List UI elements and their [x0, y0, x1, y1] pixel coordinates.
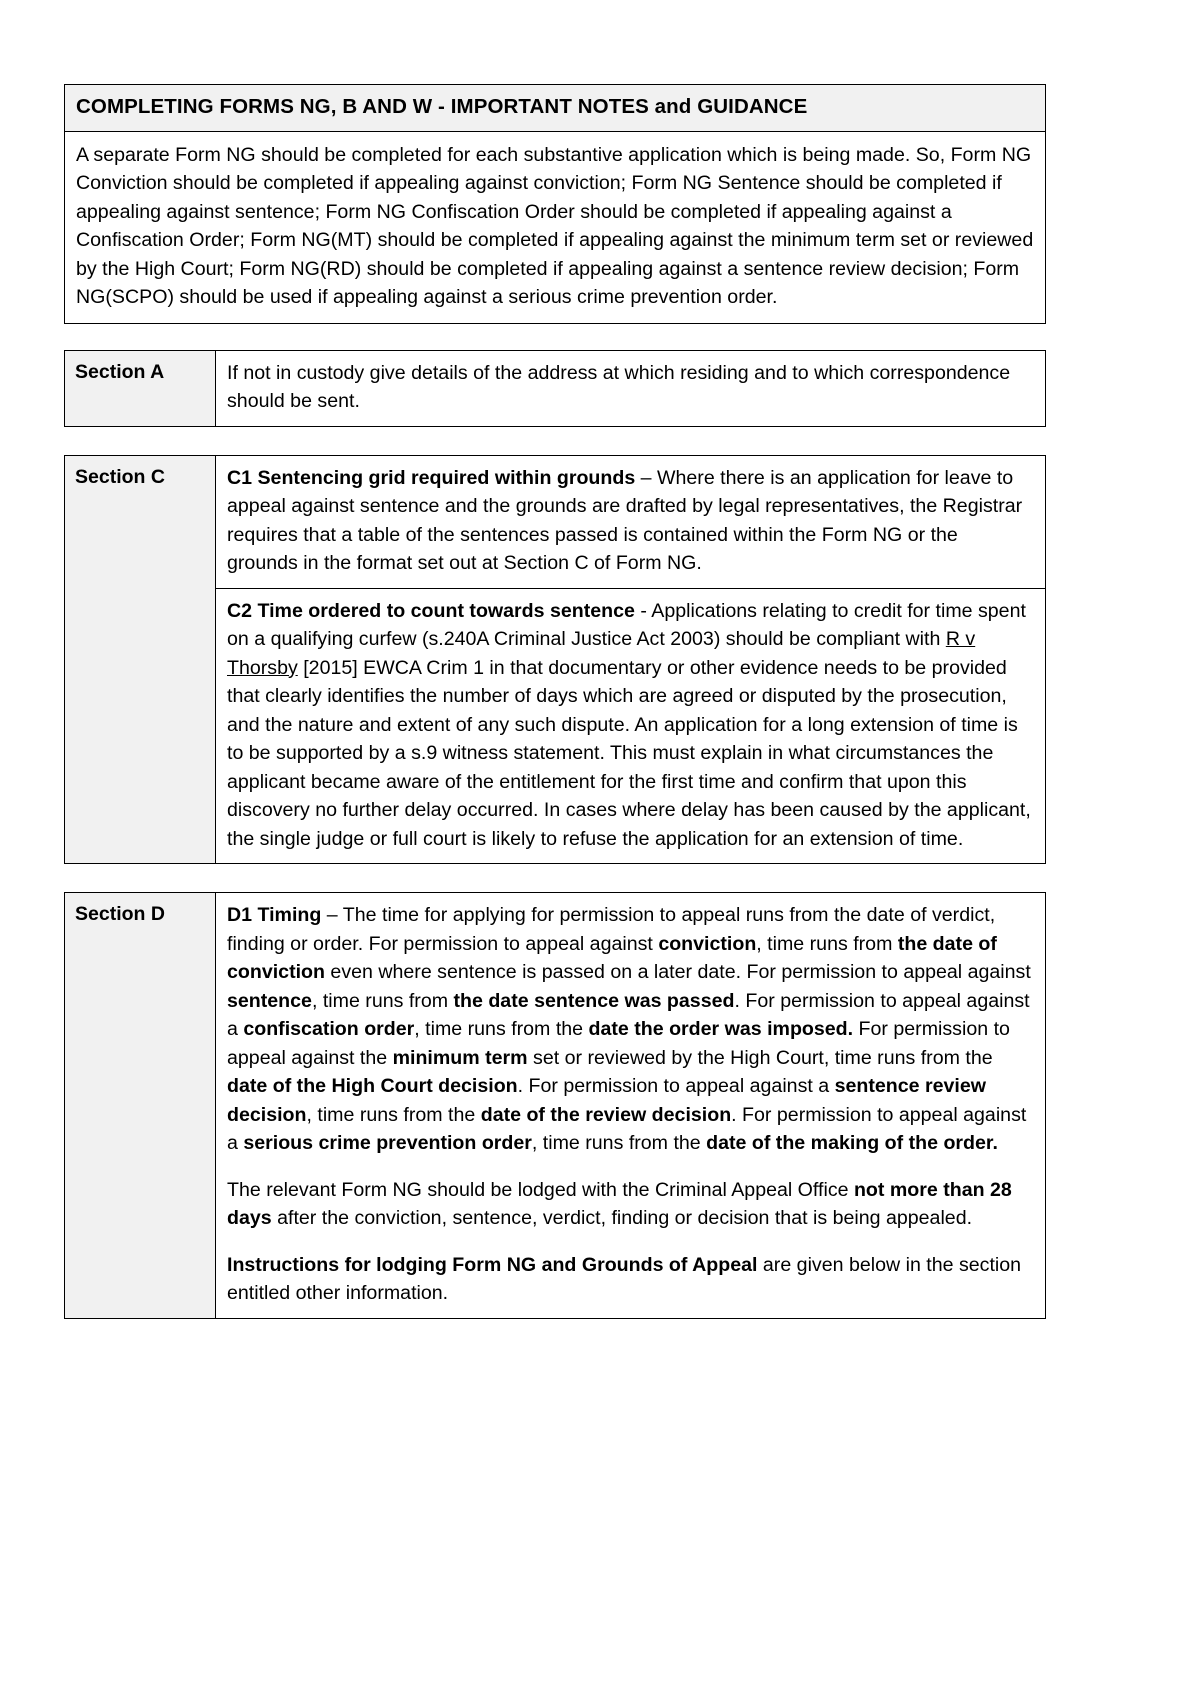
spacer-after-header — [64, 324, 1144, 350]
section-d-body — [216, 893, 1046, 1319]
section-a-body — [216, 350, 1046, 426]
section-c-label: Section C — [65, 455, 216, 864]
guidance-intro-text: A separate Form NG should be completed for each substantive application which is being made. So, Form NG Conviction should be completed if appealing against conviction; Form NG Sentence should be completed if appealing against sentence; Form NG Confiscation Order should be completed if appealing against a Confiscation Order; Form NG(MT) should be completed if appealing against the minimum term set or reviewed by the High Court; Form NG(RD) should be completed if appealing against a sentence review decision; Form NG(SCPO) should be used if appealing against a serious crime prevention order. — [76, 143, 1034, 309]
guidance-header-row — [65, 85, 1046, 132]
section-c-block-c2 — [216, 588, 1046, 864]
section-c-row-c1 — [65, 455, 1046, 588]
guidance-intro-cell — [65, 131, 1046, 323]
section-a-table — [64, 350, 1046, 427]
section-a-row — [65, 350, 1046, 426]
section-d-table — [64, 892, 1046, 1319]
spacer-after-section-a — [64, 427, 1144, 455]
guidance-header-table — [64, 84, 1046, 324]
section-c-table — [64, 455, 1046, 865]
d1-paragraph-1: D1 Timing – The time for applying for permission to appeal runs from the date of verdict, finding or order. For permission to appeal against conviction, time runs from the date of conviction even where sentence is passed on a later date. For permission to appeal against sentence, time runs from the date sentence was passed. For permission to appeal against a confiscation order, time runs from the date the order was imposed. For permission to appeal against the minimum term set or reviewed by the High Court, time runs from the date of the High Court decision. For permission to appeal against a sentence review decision, time runs from the date of the review decision. For permission to appeal against a serious crime prevention order, time runs from the date of the making of the order. — [227, 904, 1031, 1155]
c2-paragraph: C2 Time ordered to count towards sentence - Applications relating to credit for time spent on a qualifying curfew (s.240A Criminal Justice Act 2003) should be compliant with R v Thorsby [2015] EWCA Crim 1 in that documentary or other evidence needs to be provided that clearly identifies the number of days which are agreed or disputed by the prosecution, and the nature and extent of any such dispute. An application for a long extension of time is to be supported by a s.9 witness statement. This must explain in what circumstances the applicant became aware of the entitlement for the first time and confirm that upon this discovery no further delay occurred. In cases where delay has been caused by the applicant, the single judge or full court is likely to refuse the application for an extension of time. — [227, 599, 1031, 850]
d1-paragraph-3: Instructions for lodging Form NG and Grounds of Appeal are given below in the section entitled other information. — [227, 1253, 1022, 1305]
section-a-label: Section A — [65, 350, 216, 426]
section-c-block-c1 — [216, 455, 1046, 588]
guidance-intro-row — [65, 131, 1046, 323]
spacer-after-section-c — [64, 864, 1144, 892]
section-d-label: Section D — [65, 893, 216, 1319]
d1-paragraph-2: The relevant Form NG should be lodged with the Criminal Appeal Office not more than 28 days after the conviction, sentence, verdict, finding or decision that is being appealed. — [227, 1178, 1012, 1230]
section-d-row — [65, 893, 1046, 1319]
guidance-header-title: COMPLETING FORMS NG, B AND W - IMPORTANT NOTES and GUIDANCE — [65, 85, 1046, 132]
section-a-paragraph: If not in custody give details of the address at which residing and to which correspondence should be sent. — [227, 361, 1011, 413]
c1-paragraph: C1 Sentencing grid required within grounds – Where there is an application for leave to appeal against sentence and the grounds are drafted by legal representatives, the Registrar requires that a table of the sentences passed is contained within the Form NG or the grounds in the format set out at Section C of Form NG. — [227, 466, 1023, 575]
